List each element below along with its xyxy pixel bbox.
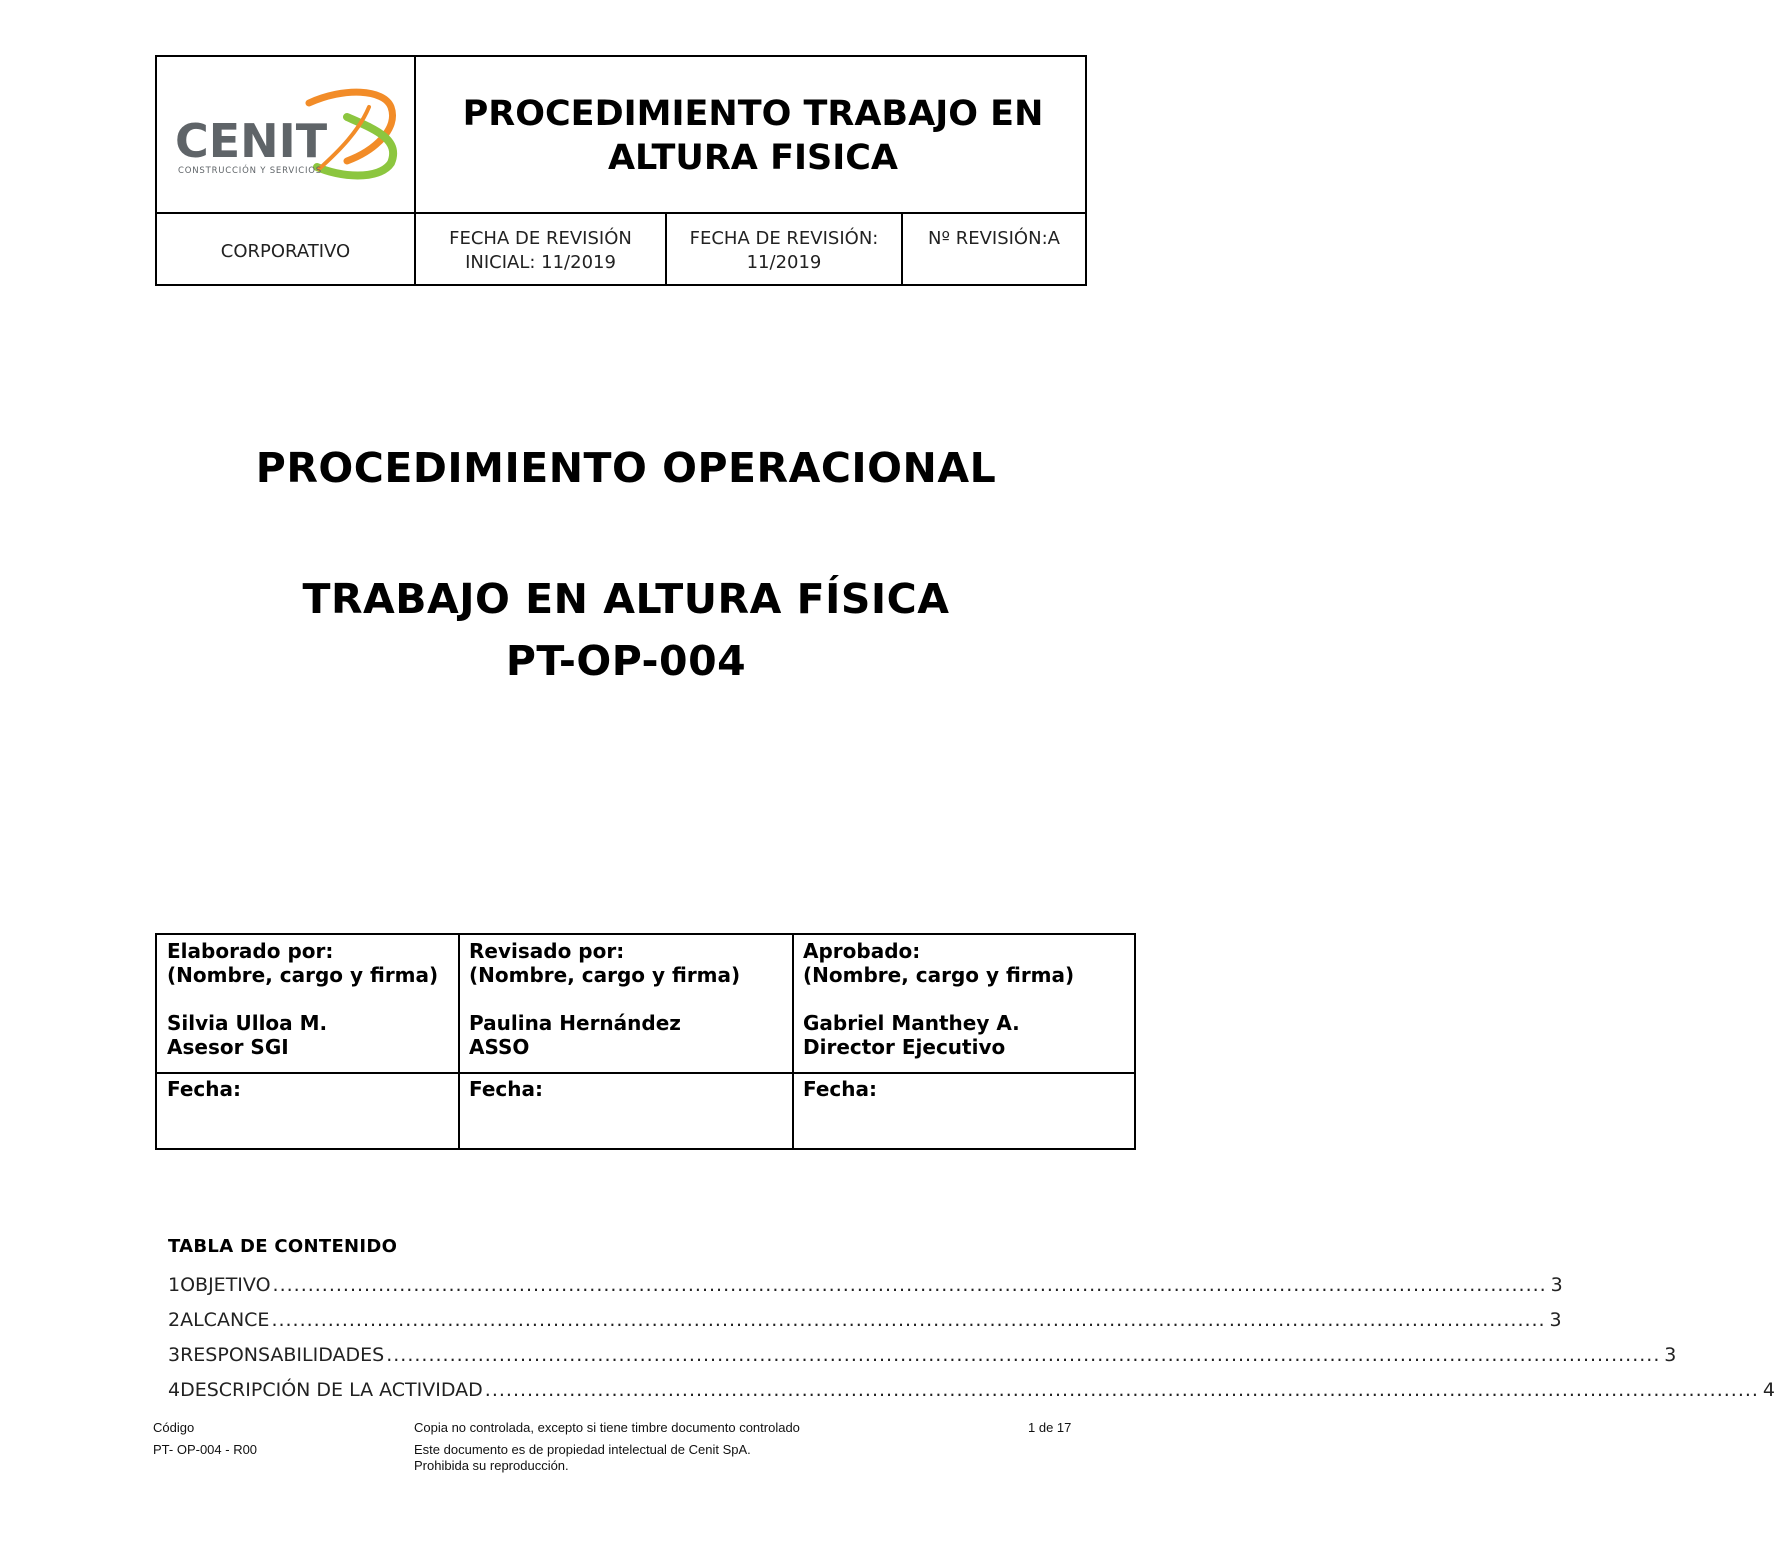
- toc-entry-page: 4: [1762, 1379, 1775, 1401]
- toc-entry-label: ALCANCE: [180, 1309, 270, 1331]
- toc-entry-descripcion[interactable]: [168, 1371, 1775, 1401]
- header-revision-date: FECHA DE REVISIÓN: 11/2019: [689, 228, 879, 273]
- toc-entry-number: 4: [168, 1379, 181, 1401]
- signature-divider: [458, 935, 460, 1148]
- logo-tagline: CONSTRUCCIÓN Y SERVICIOS: [178, 166, 322, 176]
- footer-code-label: Código: [153, 1420, 195, 1435]
- document-subtitle: TRABAJO EN ALTURA FÍSICA PT-OP-004: [302, 575, 950, 685]
- toc-entry-objetivo[interactable]: [168, 1266, 1563, 1296]
- header-revision-number: Nº REVISIÓN:A: [928, 228, 1060, 249]
- footer-page-number: 1 de 17: [1028, 1420, 1072, 1435]
- company-logo: [169, 81, 409, 191]
- signature-date-label: Fecha:: [469, 1077, 544, 1101]
- toc-entry-label: DESCRIPCIÓN DE LA ACTIVIDAD: [180, 1379, 483, 1401]
- document-header: [155, 55, 1087, 286]
- signature-approved-by: Aprobado: (Nombre, cargo y firma) Gabriel Manthey A. Director Ejecutivo: [803, 939, 1075, 1059]
- toc-leader-dots: .....................................................................................................................................................................................: [271, 1309, 1546, 1331]
- logo-text: CENIT: [175, 114, 328, 168]
- signature-reviewed-by: Revisado por: (Nombre, cargo y firma) Paulina Hernández ASSO: [469, 939, 741, 1059]
- signature-date-label: Fecha:: [167, 1077, 242, 1101]
- header-area-cell: [157, 217, 414, 287]
- toc-leader-dots: .....................................................................................................................................................................................: [484, 1379, 1759, 1401]
- toc-entry-number: 3: [168, 1344, 181, 1366]
- document-title: PROCEDIMIENTO OPERACIONAL: [255, 444, 997, 492]
- signature-divider: [157, 1072, 1134, 1074]
- toc-entry-page: 3: [1664, 1344, 1677, 1366]
- toc-entry-responsabilidades[interactable]: [168, 1336, 1677, 1366]
- toc-entry-label: RESPONSABILIDADES: [180, 1344, 385, 1366]
- footer-property-notice: Este documento es de propiedad intelectual de Cenit SpA.: [414, 1442, 751, 1457]
- header-initial-revision-date: FECHA DE REVISIÓN INICIAL: 11/2019: [449, 228, 632, 273]
- footer-code-value: PT- OP-004 - R00: [153, 1442, 258, 1457]
- toc-leader-dots: .....................................................................................................................................................................................: [386, 1344, 1661, 1366]
- toc-entry-page: 3: [1549, 1309, 1562, 1331]
- signature-date-label: Fecha:: [803, 1077, 878, 1101]
- signature-elaborated-by: Elaborado por: (Nombre, cargo y firma) Silvia Ulloa M. Asesor SGI: [167, 939, 439, 1059]
- toc-title: TABLA DE CONTENIDO: [168, 1236, 398, 1257]
- footer-copy-notice: Copia no controlada, excepto si tiene timbre documento controlado: [414, 1420, 800, 1435]
- header-area-label: CORPORATIVO: [220, 241, 351, 262]
- toc-entry-label: OBJETIVO: [180, 1274, 271, 1296]
- signature-table: [155, 933, 1136, 1150]
- header-title: PROCEDIMIENTO TRABAJO EN ALTURA FISICA: [462, 93, 1044, 178]
- toc-entry-alcance[interactable]: [168, 1301, 1562, 1331]
- signature-divider: [792, 935, 794, 1148]
- toc-entry-number: 1: [168, 1274, 181, 1296]
- footer-reproduction-notice: Prohibida su reproducción.: [414, 1458, 569, 1473]
- toc-entry-page: 3: [1550, 1274, 1563, 1296]
- toc-entry-number: 2: [168, 1309, 181, 1331]
- toc-leader-dots: .....................................................................................................................................................................................: [272, 1274, 1547, 1296]
